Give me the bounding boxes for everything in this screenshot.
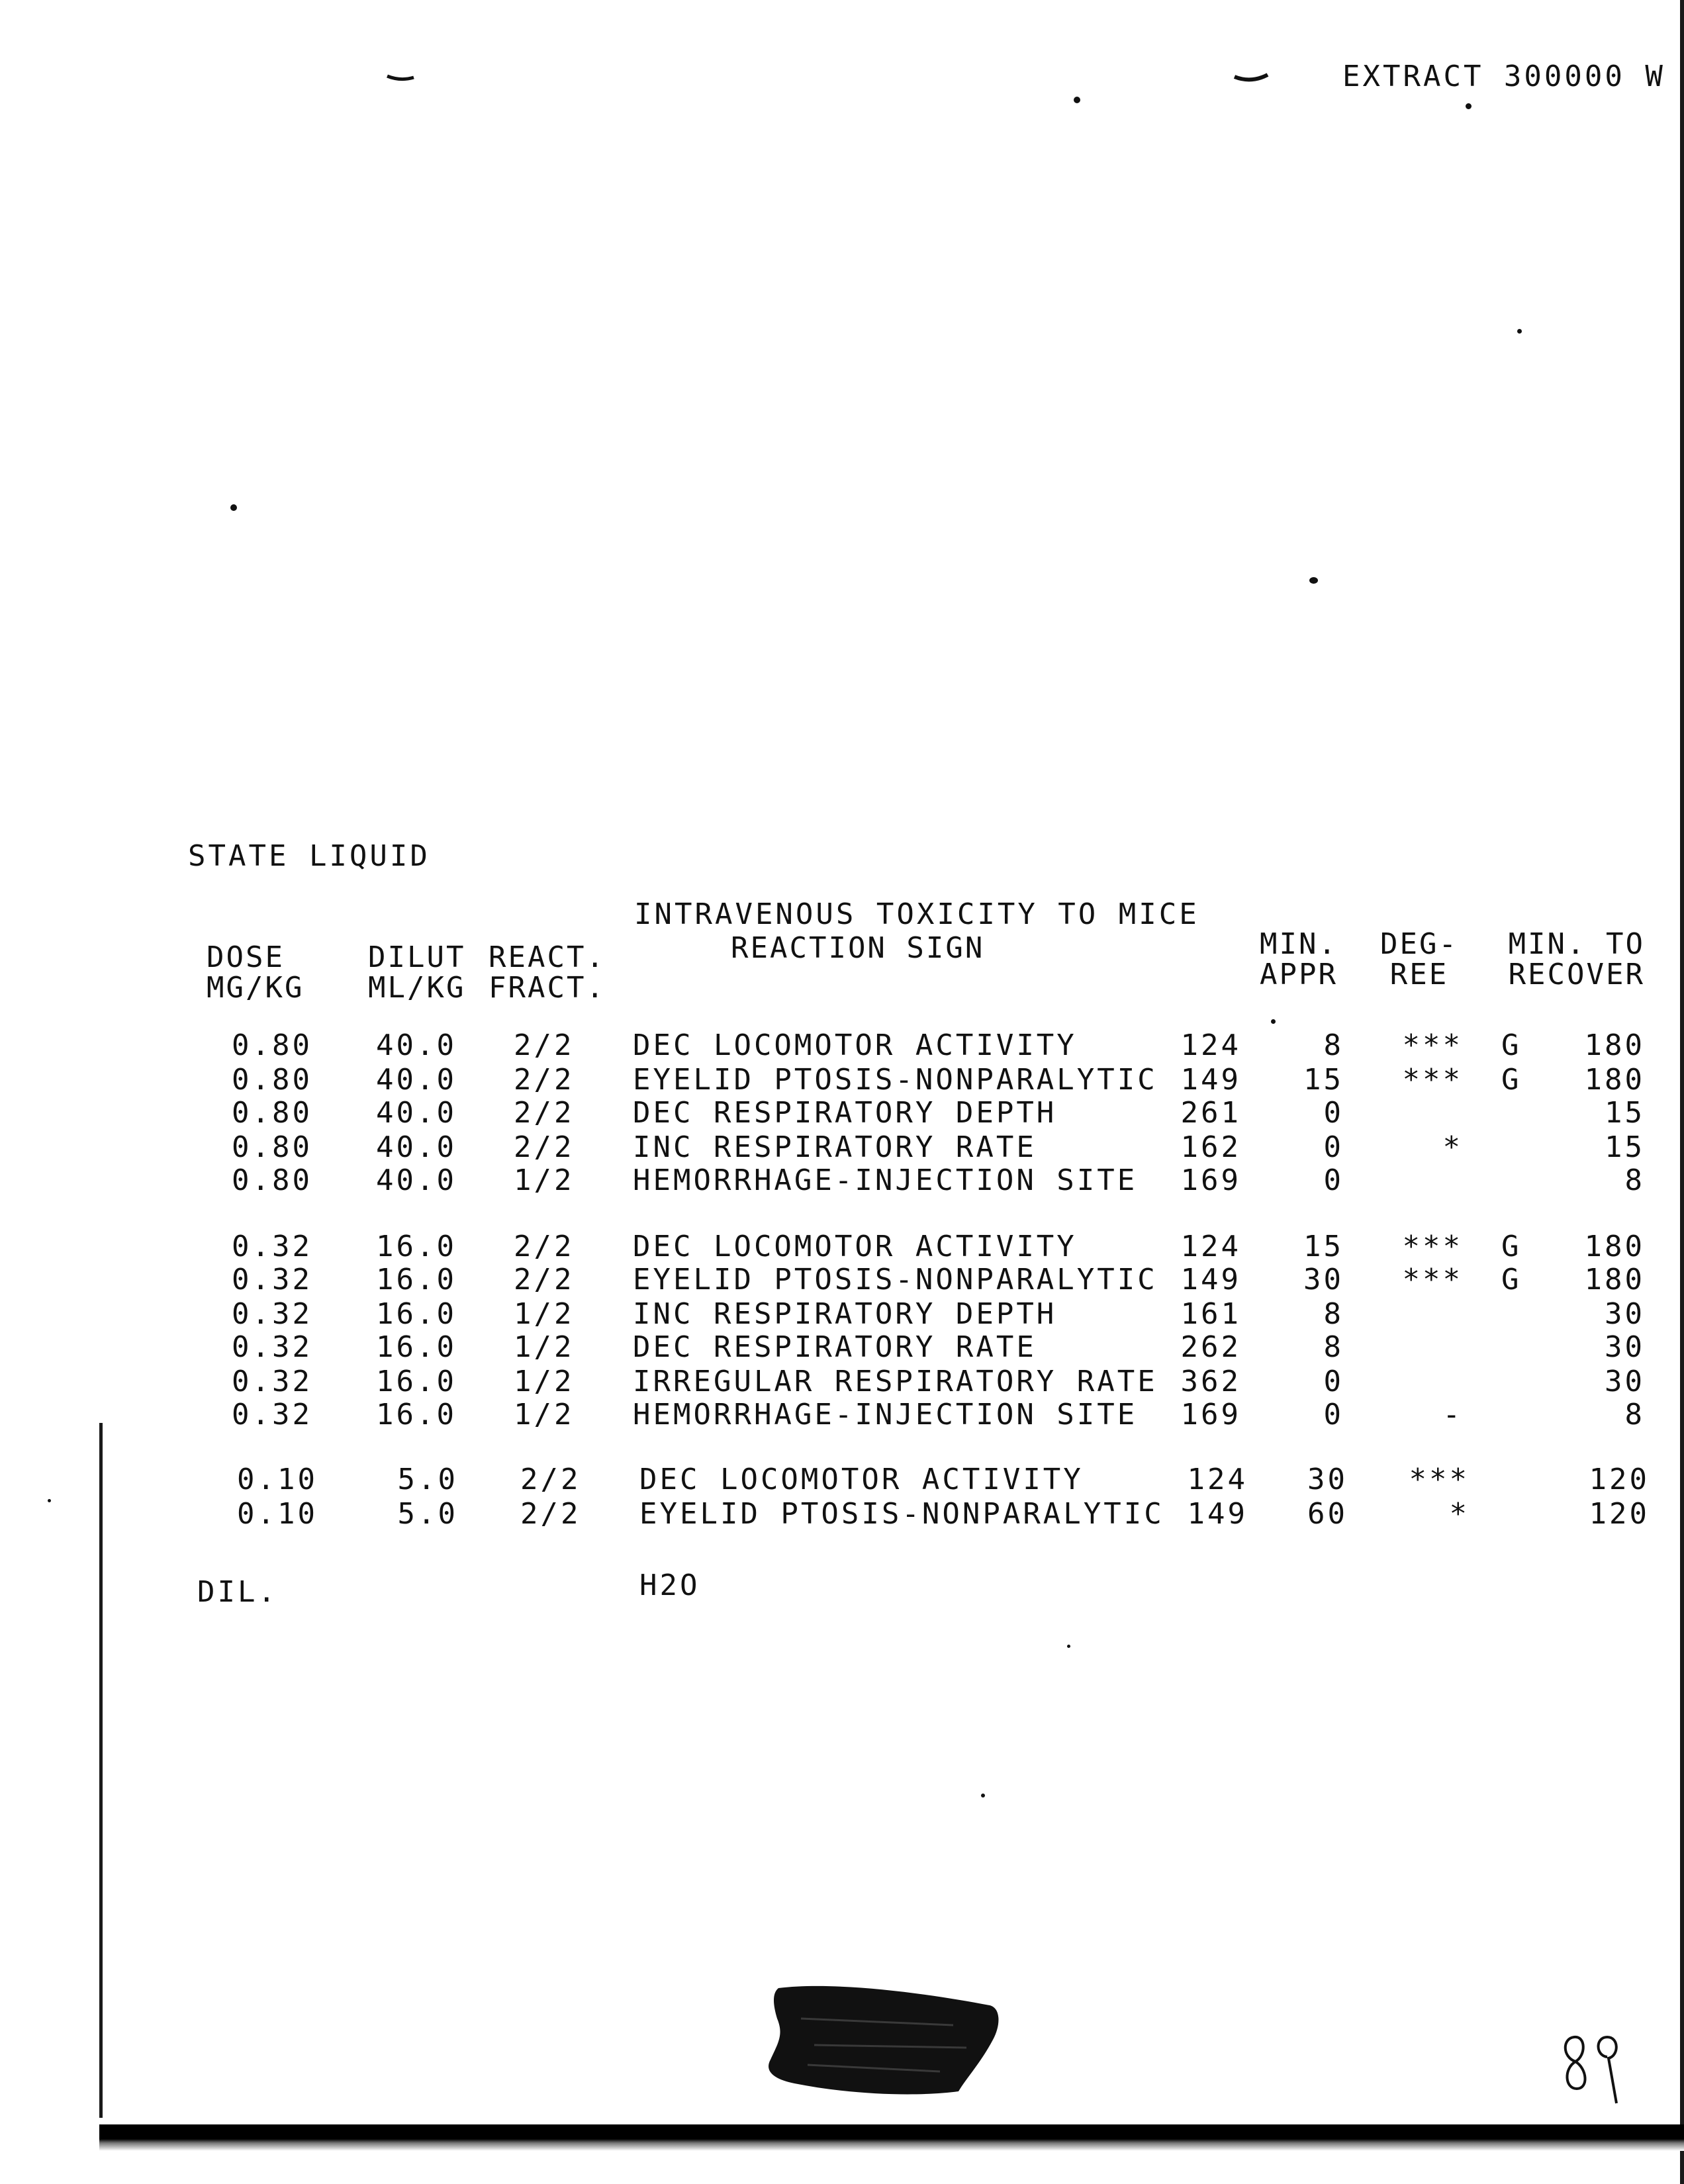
cell-code: 149 [1187,1497,1248,1531]
cell-fract: 2/2 [514,1028,575,1062]
table-row [0,1096,1684,1133]
cell-dose: 0.80 [232,1063,312,1097]
cell-degree: * [1442,1130,1463,1164]
header-degree [1373,929,1466,990]
header-degree-line2: REE [1389,958,1449,992]
cell-code: 124 [1180,1028,1241,1062]
table-title: INTRAVENOUS TOXICITY TO MICE [634,897,1199,931]
cell-code: 261 [1180,1096,1241,1130]
header-sign: REACTION SIGN [731,931,985,965]
cell-sign: DEC LOCOMOTOR ACTIVITY [633,1028,1077,1062]
cell-dose: 0.10 [237,1463,318,1496]
header-react-line1: REACT. [489,940,606,974]
cell-appr: 0 [1323,1398,1344,1432]
header-appr-line1: MIN. [1260,927,1338,961]
cell-recover: 15 [1605,1130,1645,1164]
cell-dilut: 16.0 [376,1263,457,1297]
cell-appr: 8 [1323,1297,1344,1331]
speck [1517,329,1522,334]
table-row [0,1163,1684,1201]
cell-sign: DEC LOCOMOTOR ACTIVITY [633,1230,1077,1263]
cell-dilut: 16.0 [376,1330,457,1364]
handwritten-page-number [1556,2025,1635,2111]
cell-dose: 0.80 [232,1163,312,1197]
cell-dilut: 16.0 [376,1230,457,1263]
cell-appr: 8 [1323,1330,1344,1364]
cell-sign: HEMORRHAGE-INJECTION SITE [633,1398,1138,1432]
cell-recover: 8 [1624,1163,1645,1197]
cell-appr: 30 [1307,1463,1348,1496]
table-row [0,1330,1684,1367]
header-degree-line1: DEG- [1380,927,1458,961]
header-appr-line2: APPR [1260,958,1338,992]
header-dilut-line1: DILUT [368,940,466,974]
cell-degree: *** [1402,1263,1463,1297]
speck [1271,1019,1276,1024]
cell-recover: 180 [1584,1230,1645,1263]
cell-recover: 8 [1624,1398,1645,1432]
cell-code: 362 [1180,1365,1241,1398]
cell-code: 124 [1180,1230,1241,1263]
header-dose-line1: DOSE [207,940,285,974]
cell-dose: 0.32 [232,1230,312,1263]
cell-code: 169 [1180,1163,1241,1197]
cell-dilut: 16.0 [376,1365,457,1398]
cell-recover: 120 [1589,1463,1650,1496]
header-dilut-line2: ML/KG [368,971,466,1005]
cell-code: 161 [1180,1297,1241,1331]
cell-fract: 2/2 [520,1463,581,1496]
cell-dose: 0.80 [232,1028,312,1062]
cell-dose: 0.32 [232,1263,312,1297]
cell-code: 124 [1187,1463,1248,1496]
cell-sign: IRREGULAR RESPIRATORY RATE [633,1365,1158,1398]
cell-dilut: 40.0 [376,1028,457,1062]
cell-fract: 1/2 [514,1398,575,1432]
cell-appr: 30 [1303,1263,1344,1297]
cell-degree: *** [1409,1463,1470,1496]
table-row [0,1265,1684,1300]
header-recover [1476,929,1645,990]
cell-recover: 180 [1584,1028,1645,1062]
cell-fract: 2/2 [514,1096,575,1130]
cell-code: 162 [1180,1130,1241,1164]
cell-dose: 0.32 [232,1330,312,1364]
cell-dilut: 40.0 [376,1163,457,1197]
cell-flag: G [1501,1028,1522,1062]
cell-appr: 0 [1323,1130,1344,1164]
speck [981,1794,985,1797]
cell-recover: 30 [1605,1365,1645,1398]
speck [1067,1645,1070,1648]
cell-dilut: 5.0 [397,1463,458,1496]
table-row [0,1465,1684,1500]
scan-edge-bottom [99,2124,1684,2151]
table-row [0,1063,1684,1100]
cell-degree: * [1449,1497,1470,1531]
cell-dilut: 40.0 [376,1096,457,1130]
table-row [0,1497,1684,1534]
cell-sign: HEMORRHAGE-INJECTION SITE [633,1163,1138,1197]
cell-code: 149 [1180,1063,1241,1097]
cell-fract: 2/2 [514,1230,575,1263]
header-react-line2: FRACT. [489,971,606,1005]
cell-dilut: 16.0 [376,1398,457,1432]
header-react [489,942,606,1003]
cell-appr: 8 [1323,1028,1344,1062]
cell-appr: 0 [1323,1163,1344,1197]
header-dilut [368,942,465,1003]
header-dose [207,942,304,1003]
cell-fract: 2/2 [514,1263,575,1297]
cell-sign: DEC RESPIRATORY RATE [633,1330,1037,1364]
cell-dose: 0.32 [232,1297,312,1331]
cell-code: 149 [1180,1263,1241,1297]
cell-code: 169 [1180,1398,1241,1432]
cell-dilut: 40.0 [376,1063,457,1097]
header-recover-line2: RECOVER [1508,958,1645,992]
cell-sign: EYELID PTOSIS-NONPARALYTIC [633,1063,1158,1097]
cell-recover: 30 [1605,1297,1645,1331]
cell-degree: *** [1402,1028,1463,1062]
cell-flag: G [1501,1230,1522,1263]
cell-fract: 2/2 [520,1497,581,1531]
cell-recover: 30 [1605,1330,1645,1364]
extract-label: EXTRACT 300000 W [1342,60,1665,93]
cell-dilut: 16.0 [376,1297,457,1331]
cell-dose: 0.32 [232,1365,312,1398]
cell-recover: 180 [1584,1063,1645,1097]
cell-recover: 120 [1589,1497,1650,1531]
cell-appr: 0 [1323,1096,1344,1130]
cell-fract: 1/2 [514,1163,575,1197]
cell-degree: *** [1402,1230,1463,1263]
cell-fract: 1/2 [514,1330,575,1364]
dil-label: DIL. [197,1575,278,1609]
table-row [0,1028,1684,1066]
cell-appr: 0 [1323,1365,1344,1398]
cell-dose: 0.32 [232,1398,312,1432]
table-row [0,1130,1684,1167]
cell-fract: 2/2 [514,1130,575,1164]
cell-dilut: 5.0 [397,1497,458,1531]
cell-sign: INC RESPIRATORY RATE [633,1130,1037,1164]
header-dose-line2: MG/KG [207,971,304,1005]
cell-sign: EYELID PTOSIS-NONPARALYTIC [639,1497,1164,1531]
cell-recover: 180 [1584,1263,1645,1297]
table-row [0,1400,1684,1435]
table-row [0,1297,1684,1334]
cell-appr: 15 [1303,1063,1344,1097]
cell-fract: 1/2 [514,1365,575,1398]
cell-dilut: 40.0 [376,1130,457,1164]
cell-dose: 0.80 [232,1130,312,1164]
cell-flag: G [1501,1063,1522,1097]
cell-flag: G [1501,1263,1522,1297]
cell-fract: 1/2 [514,1297,575,1331]
cell-sign: INC RESPIRATORY DEPTH [633,1297,1057,1331]
cell-appr: 60 [1307,1497,1348,1531]
cell-sign: EYELID PTOSIS-NONPARALYTIC [633,1263,1158,1297]
cell-code: 262 [1180,1330,1241,1364]
redaction-mark [755,1979,1006,2105]
header-recover-line1: MIN. TO [1508,927,1645,961]
cell-sign: DEC RESPIRATORY DEPTH [633,1096,1057,1130]
cell-appr: 15 [1303,1230,1344,1263]
cell-fract: 2/2 [514,1063,575,1097]
cell-degree: - [1442,1398,1463,1432]
state-line: STATE LIQUID [188,839,430,873]
cell-dose: 0.10 [237,1497,318,1531]
table-row [0,1367,1684,1402]
cell-sign: DEC LOCOMOTOR ACTIVITY [639,1463,1084,1496]
dil-value: H2O [639,1569,700,1602]
speck [230,504,237,511]
header-appr [1252,929,1345,990]
cell-degree: *** [1402,1063,1463,1097]
speck [1309,577,1318,584]
cell-recover: 15 [1605,1096,1645,1130]
cell-dose: 0.80 [232,1096,312,1130]
table-row [0,1232,1684,1267]
